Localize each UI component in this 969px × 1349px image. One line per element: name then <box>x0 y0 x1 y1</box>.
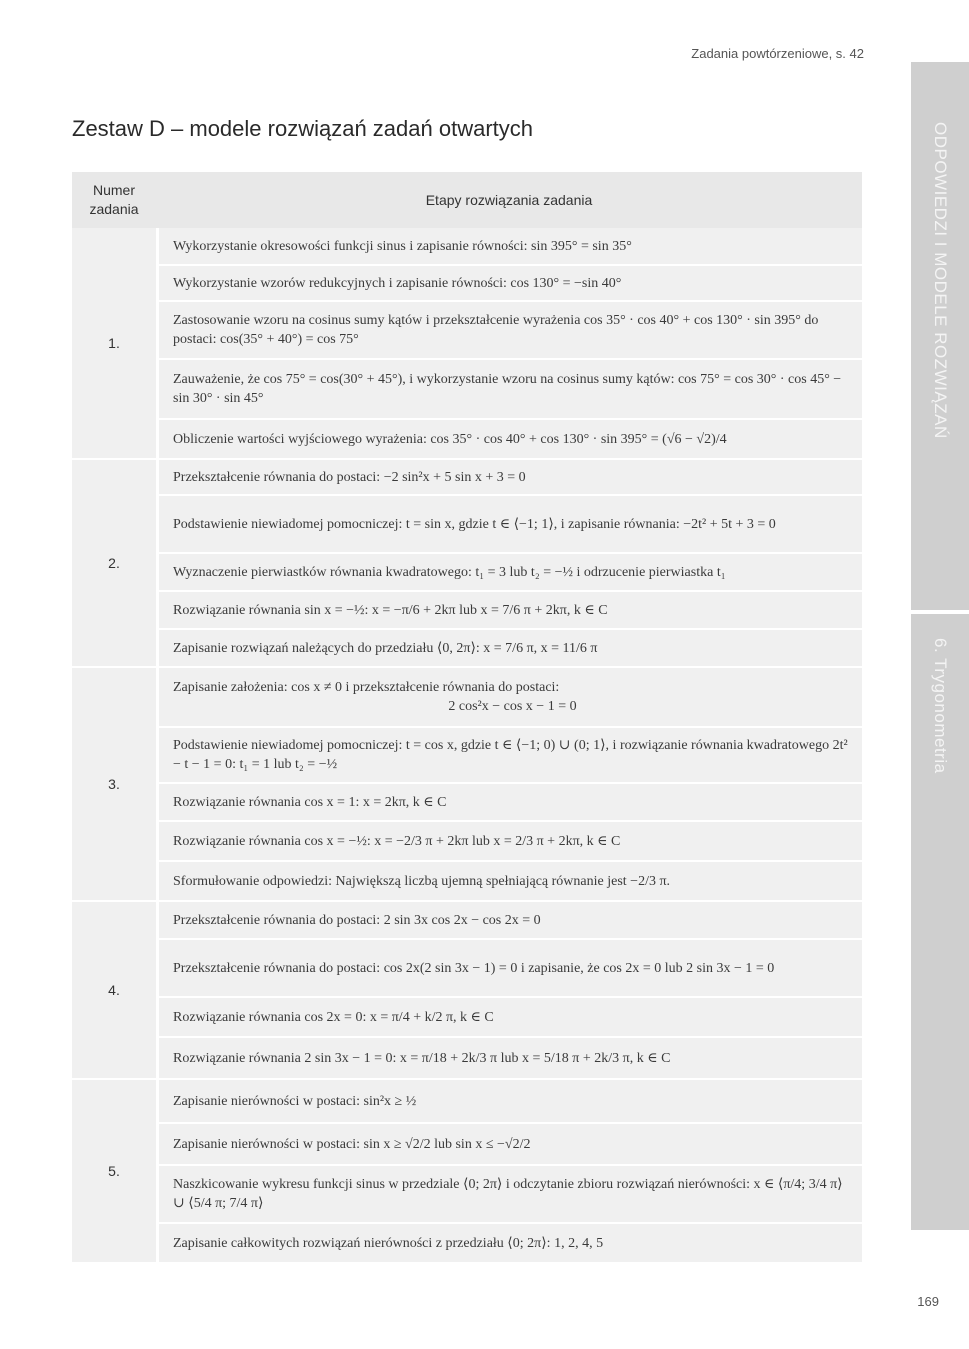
solution-step: Sformułowanie odpowiedzi: Największą liczbą ujemną spełniającą równanie jest −2/3 π. <box>159 862 862 900</box>
solution-step: Zauważenie, że cos 75° = cos(30° + 45°), i wykorzystanie wzoru na cosinus sumy kątów: cos 75° = cos 30° · cos 45° − sin 30° · sin 45° <box>159 360 862 420</box>
page-title: Zestaw D – modele rozwiązań zadań otwartych <box>72 116 533 141</box>
solution-step: Naszkicowanie wykresu funkcji sinus w przedziale ⟨0; 2π⟩ i odczytanie zbioru rozwiązań nierówności: x ∈ ⟨π/4; 3/4 π⟩ ∪ ⟨5/4 π; 7/4 π⟩ <box>159 1166 862 1224</box>
solution-step: Rozwiązanie równania cos 2x = 0: x = π/4 + k/2 π, k ∈ C <box>159 998 862 1038</box>
task-number: 3. <box>72 668 159 900</box>
solution-step: Zapisanie całkowitych rozwiązań nierówności z przedziału ⟨0; 2π⟩: 1, 2, 4, 5 <box>159 1224 862 1262</box>
column-header-number: Numer zadania <box>89 182 139 217</box>
side-tab-section-label: ODPOWIEDZI I MODELE ROZWIĄZAŃ <box>931 122 950 439</box>
task-number: 2. <box>72 460 159 666</box>
column-header-steps: Etapy rozwiązania zadania <box>425 192 593 208</box>
table-header <box>72 172 862 228</box>
task-group-1 <box>72 228 862 460</box>
task-steps <box>159 668 862 900</box>
task-steps <box>159 460 862 666</box>
solution-step: Rozwiązanie równania cos x = −½: x = −2/3 π + 2kπ lub x = 2/3 π + 2kπ, k ∈ C <box>159 822 862 862</box>
solution-step <box>159 668 862 728</box>
task-group-4 <box>72 902 862 1080</box>
solution-step: Wykorzystanie okresowości funkcji sinus i zapisanie równości: sin 395° = sin 35° <box>159 228 862 266</box>
solution-step: Podstawienie niewiadomej pomocniczej: t = sin x, gdzie t ∈ ⟨−1; 1⟩, i zapisanie równania: −2t² + 5t + 3 = 0 <box>159 496 862 554</box>
running-header: Zadania powtórzeniowe, s. 42 <box>691 46 864 61</box>
solution-step: Rozwiązanie równania sin x = −½: x = −π/6 + 2kπ lub x = 7/6 π + 2kπ, k ∈ C <box>159 592 862 630</box>
solution-step: Obliczenie wartości wyjściowego wyrażenia: cos 35° · cos 40° + cos 130° · sin 395° = (√6 − √2)/4 <box>159 420 862 458</box>
task-number: 1. <box>72 228 159 458</box>
task-steps <box>159 902 862 1078</box>
solution-step: Zapisanie rozwiązań należących do przedziału ⟨0, 2π⟩: x = 7/6 π, x = 11/6 π <box>159 630 862 666</box>
side-tab-divider <box>911 610 969 614</box>
solution-step: Przekształcenie równania do postaci: cos 2x(2 sin 3x − 1) = 0 i zapisanie, że cos 2x = 0 lub 2 sin 3x − 1 = 0 <box>159 940 862 998</box>
solution-step: Wykorzystanie wzorów redukcyjnych i zapisanie równości: cos 130° = −sin 40° <box>159 266 862 302</box>
task-steps <box>159 228 862 458</box>
task-steps <box>159 1080 862 1262</box>
solution-step: Wyznaczenie pierwiastków równania kwadratowego: t₁ = 3 lub t₂ = −½ i odrzucenie pierwiastka t₁ <box>159 554 862 592</box>
task-number: 5. <box>72 1080 159 1262</box>
task-group-3 <box>72 668 862 902</box>
solution-step: Rozwiązanie równania 2 sin 3x − 1 = 0: x = π/18 + 2k/3 π lub x = 5/18 π + 2k/3 π, k ∈ C <box>159 1038 862 1078</box>
task-number: 4. <box>72 902 159 1078</box>
page-number: 169 <box>917 1294 939 1309</box>
solution-step-content <box>173 678 852 716</box>
task-group-5 <box>72 1080 862 1264</box>
solution-step-text: Zapisanie założenia: cos x ≠ 0 i przekształcenie równania do postaci: <box>173 680 560 695</box>
solution-step-formula: 2 cos²x − cos x − 1 = 0 <box>448 699 577 714</box>
solution-step: Zapisanie nierówności w postaci: sin x ≥ √2/2 lub sin x ≤ −√2/2 <box>159 1124 862 1166</box>
solution-step: Przekształcenie równania do postaci: 2 sin 3x cos 2x − cos 2x = 0 <box>159 902 862 940</box>
solution-step: Zapisanie nierówności w postaci: sin²x ≥ ½ <box>159 1080 862 1124</box>
solution-step: Zastosowanie wzoru na cosinus sumy kątów i przekształcenie wyrażenia cos 35° · cos 40° + cos 130° · sin 395° do postaci: cos(35° + 40°) = cos 75° <box>159 302 862 360</box>
task-group-2 <box>72 460 862 668</box>
side-tab-chapter-label: 6. Trygonometria <box>931 638 950 774</box>
solutions-table <box>72 172 862 1264</box>
solution-step: Podstawienie niewiadomej pomocniczej: t = cos x, gdzie t ∈ ⟨−1; 0) ∪ (0; 1⟩, i rozwiązanie równania kwadratowego 2t² − t − 1 = 0: t₁ = 1 lub t₂ = −½ <box>159 728 862 784</box>
solution-step: Przekształcenie równania do postaci: −2 sin²x + 5 sin x + 3 = 0 <box>159 460 862 496</box>
solution-step: Rozwiązanie równania cos x = 1: x = 2kπ, k ∈ C <box>159 784 862 822</box>
side-tab <box>911 62 969 1230</box>
